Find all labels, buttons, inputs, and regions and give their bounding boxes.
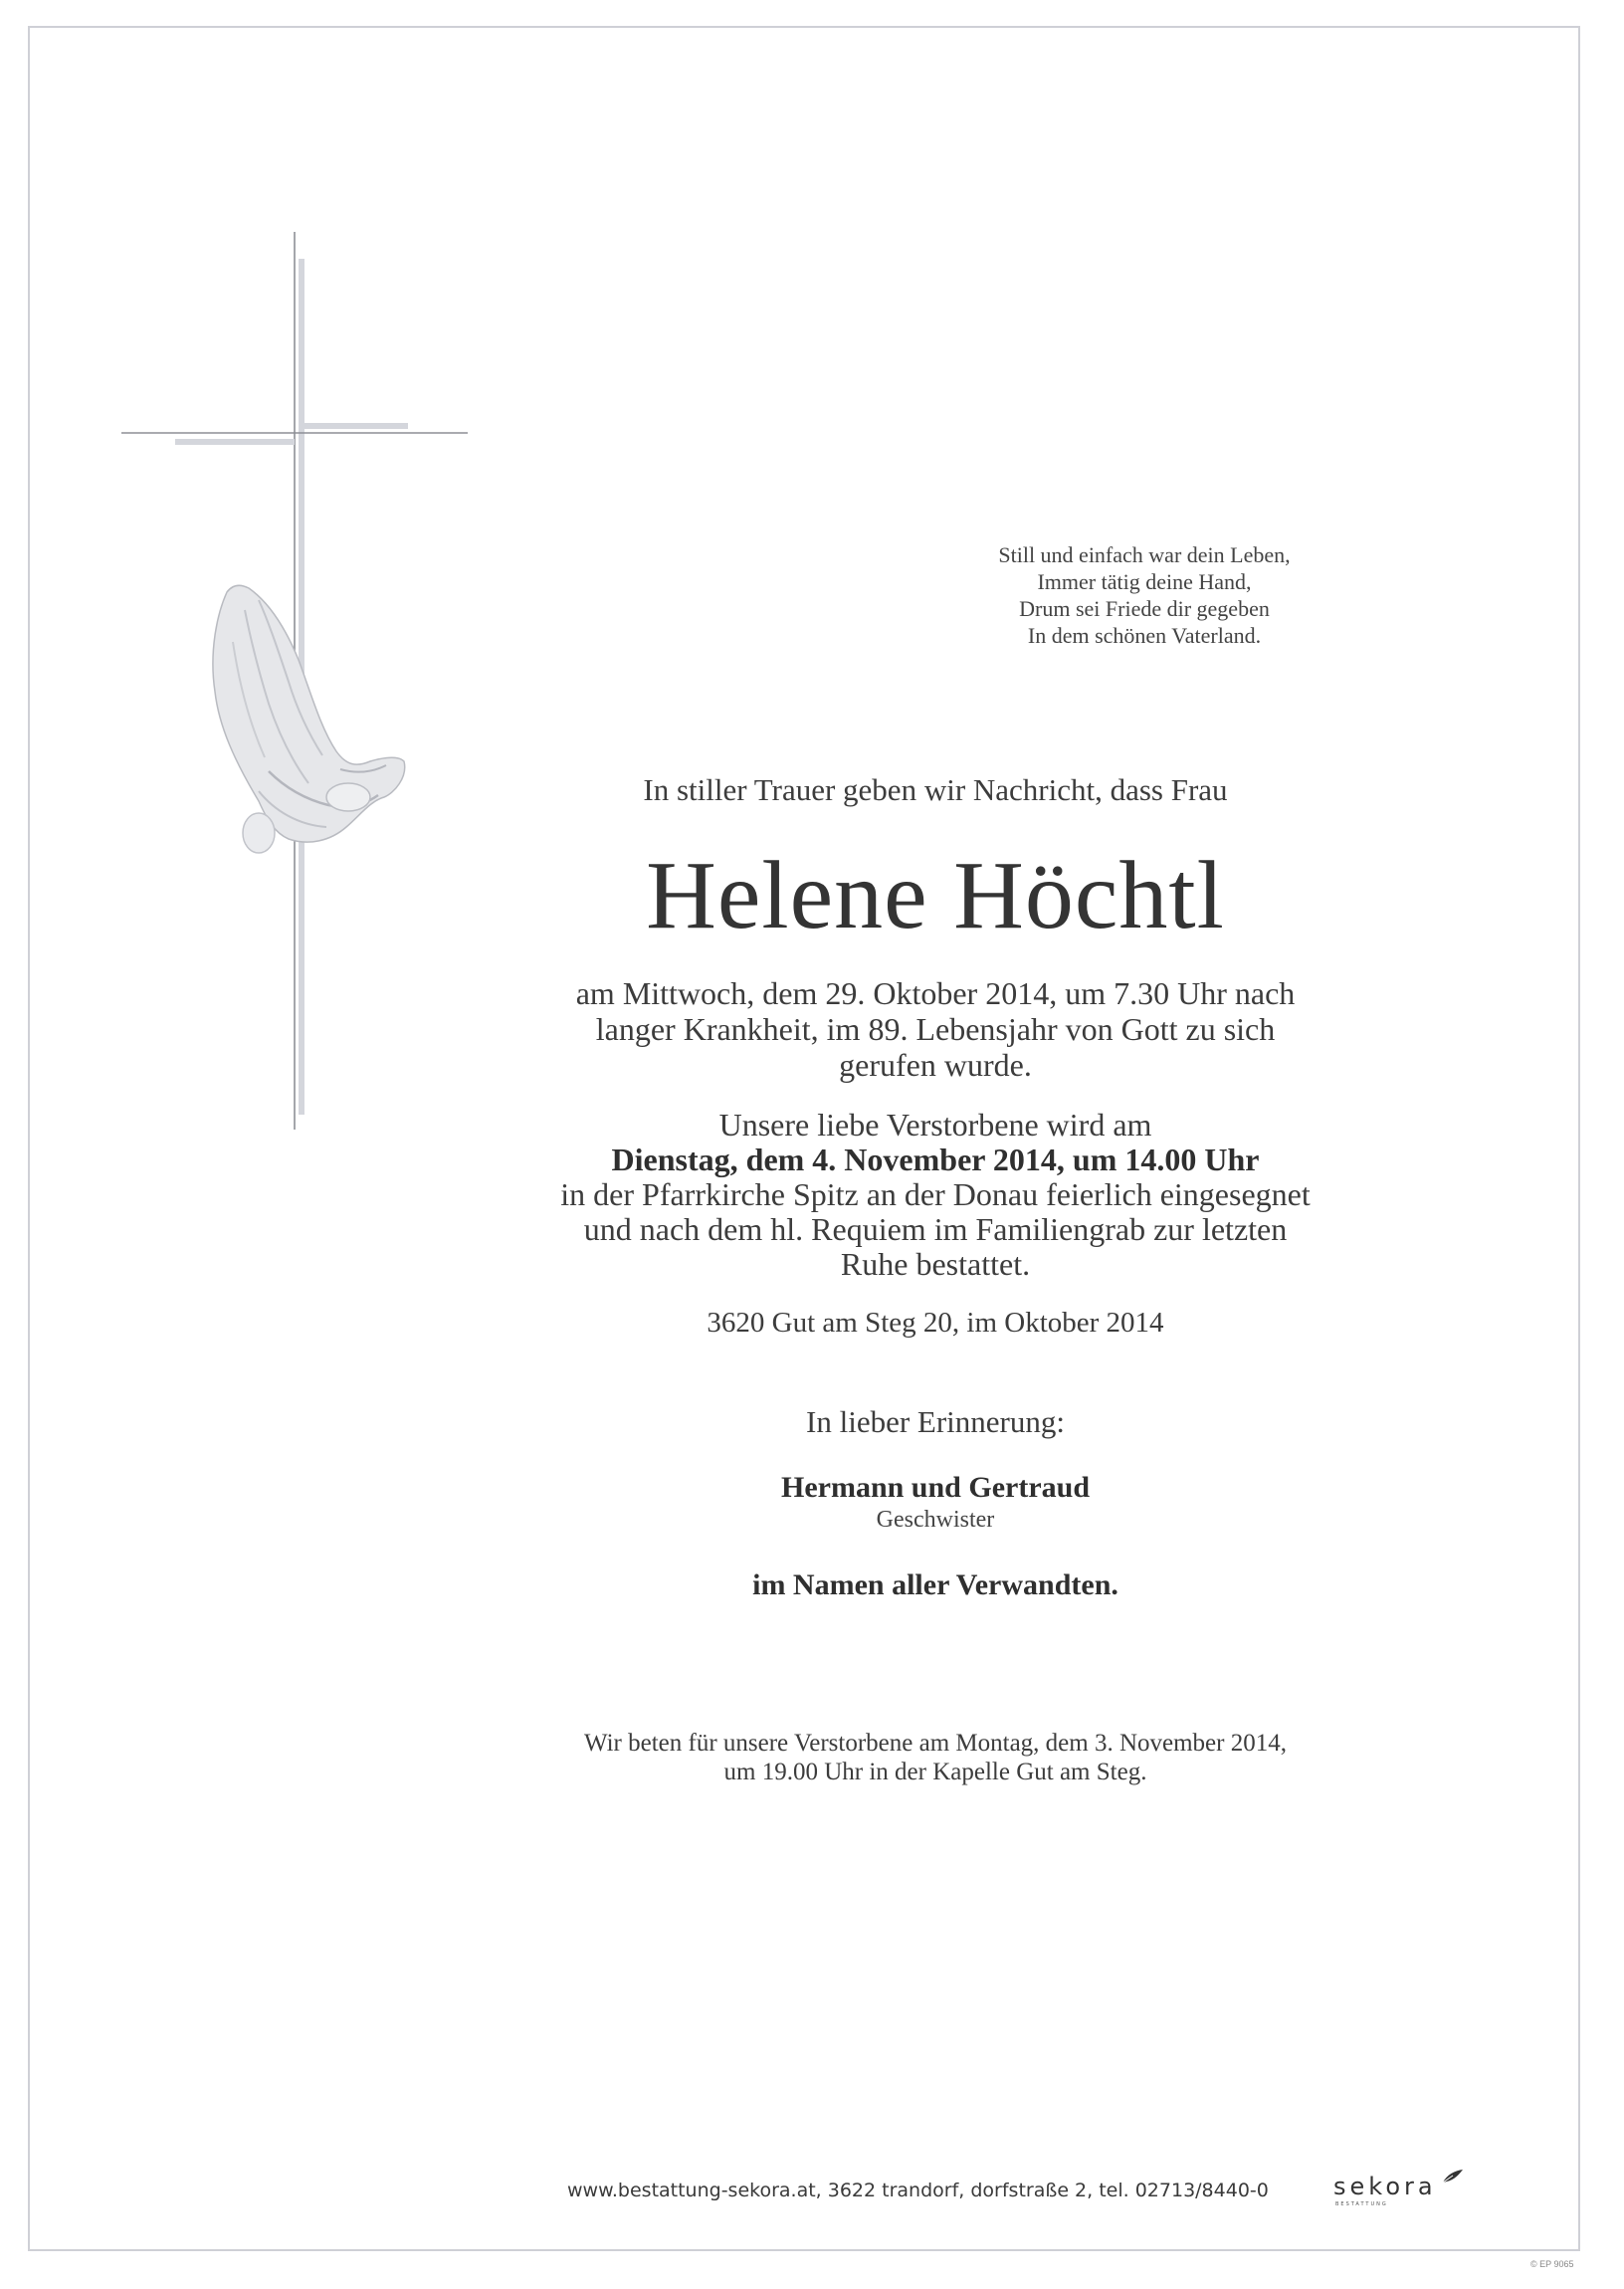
praying-hands-icon xyxy=(213,585,405,853)
prayer-line: um 19.00 Uhr in der Kapelle Gut am Steg. xyxy=(723,1759,1147,1785)
place-date: 3620 Gut am Steg 20, im Oktober 2014 xyxy=(707,1307,1164,1339)
poem-line: Drum sei Friede dir gegeben xyxy=(1019,596,1270,621)
logo-sub: BESTATTUNG xyxy=(1335,2201,1388,2207)
remembrance-heading: In lieber Erinnerung: xyxy=(806,1404,1065,1439)
prayer-line: Wir beten für unsere Verstorbene am Montag, dem 3. November 2014, xyxy=(584,1730,1287,1757)
death-line: am Mittwoch, dem 29. Oktober 2014, um 7.30 Uhr nach xyxy=(575,975,1296,1011)
leaf-icon xyxy=(1441,2167,1465,2186)
footer-contact: www.bestattung-sekora.at, 3622 trandorf, dorfstraße 2, tel. 02713/8440-0 xyxy=(567,2180,1269,2201)
funeral-line: Unsere liebe Verstorbene wird am xyxy=(718,1107,1152,1143)
funeral-date-line: Dienstag, dem 4. November 2014, um 14.00 Uhr xyxy=(611,1142,1260,1177)
funeral-line: in der Pfarrkirche Spitz an der Donau feierlich eingesegnet xyxy=(560,1176,1311,1212)
relation: Geschwister xyxy=(876,1507,995,1533)
prayer-notice xyxy=(398,1729,1473,1786)
intro-text: In stiller Trauer geben wir Nachricht, dass Frau xyxy=(643,772,1228,807)
signers: Hermann und Gertraud xyxy=(780,1471,1091,1504)
document-code: © EP 9065 xyxy=(1530,2259,1574,2269)
sekora-logo xyxy=(1333,2173,1437,2207)
logo-word: sekora xyxy=(1333,2173,1437,2200)
poem-line: In dem schönen Vaterland. xyxy=(1027,623,1262,648)
death-announcement xyxy=(398,975,1473,1083)
deceased-name: Helene Höchtl xyxy=(646,842,1225,949)
poem xyxy=(896,541,1393,649)
funeral-details xyxy=(398,1108,1473,1282)
poem-line: Still und einfach war dein Leben, xyxy=(998,542,1291,567)
death-line: gerufen wurde. xyxy=(839,1047,1032,1083)
funeral-line: und nach dem hl. Requiem im Familiengrab zur letzten xyxy=(583,1211,1288,1247)
relatives: im Namen aller Verwandten. xyxy=(752,1568,1118,1601)
funeral-line: Ruhe bestattet. xyxy=(840,1246,1031,1282)
death-line: langer Krankheit, im 89. Lebensjahr von Gott zu sich xyxy=(595,1011,1276,1047)
poem-line: Immer tätig deine Hand, xyxy=(1037,569,1252,594)
